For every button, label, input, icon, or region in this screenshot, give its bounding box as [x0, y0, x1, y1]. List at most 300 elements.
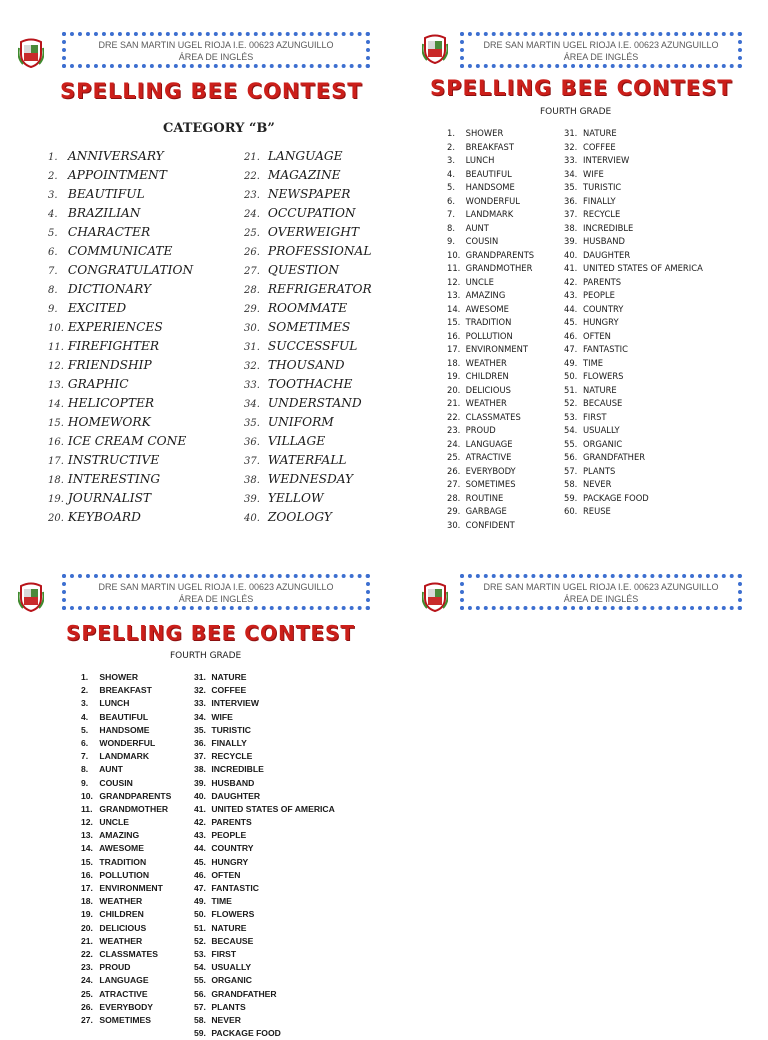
list-item — [447, 519, 534, 533]
list-item — [447, 289, 534, 303]
list-item — [81, 777, 171, 790]
item-word: WEATHER — [463, 398, 507, 408]
item-number: 40. — [244, 513, 260, 524]
peru-coat-of-arms-icon — [422, 582, 448, 612]
item-number: 16. — [447, 330, 461, 341]
list-item — [564, 492, 703, 506]
peru-coat-of-arms-icon — [422, 34, 448, 64]
item-number: 9. — [81, 777, 89, 788]
list-item — [447, 141, 534, 155]
list-item — [81, 750, 171, 763]
item-number: 9. — [447, 236, 455, 246]
item-word: ZOOLOGY — [264, 510, 332, 524]
list-item — [564, 411, 703, 425]
item-word: OVERWEIGHT — [264, 225, 359, 239]
item-number: 22. — [447, 411, 461, 422]
item-number: 20. — [48, 513, 64, 524]
item-word: THOUSAND — [264, 358, 345, 372]
item-word: MAGAZINE — [264, 168, 341, 182]
list-item — [447, 357, 534, 371]
list-item — [244, 451, 372, 470]
item-number: 34. — [194, 711, 206, 722]
item-number: 56. — [194, 988, 206, 999]
item-word: BEAUTIFUL — [97, 711, 149, 722]
item-number: 21. — [447, 398, 461, 408]
item-number: 36. — [564, 195, 578, 206]
item-word: ATRACTIVE — [463, 452, 512, 462]
list-item — [194, 671, 335, 684]
fourth-grade-left-list — [447, 127, 534, 532]
list-item — [244, 432, 372, 451]
item-word: COFFEE — [208, 685, 247, 696]
item-number: 31. — [244, 342, 260, 353]
item-number: 3. — [48, 190, 58, 201]
list-item — [447, 235, 534, 249]
item-word: RECYCLE — [580, 209, 621, 219]
panel-fourth-grade-a — [384, 0, 768, 530]
item-number: 52. — [194, 935, 206, 946]
list-item — [447, 154, 534, 168]
item-word: POLLUTION — [463, 330, 513, 341]
item-number: 42. — [194, 817, 206, 828]
item-word: HUSBAND — [580, 236, 625, 246]
list-item — [447, 262, 534, 276]
list-item — [48, 394, 193, 413]
list-item — [244, 413, 372, 432]
item-word: NATURE — [208, 922, 247, 933]
list-item — [48, 280, 193, 299]
item-word: BRAZILIAN — [64, 206, 141, 220]
list-item — [194, 763, 335, 776]
item-number: 18. — [447, 357, 461, 368]
list-item — [194, 750, 335, 763]
item-number: 8. — [81, 764, 89, 775]
item-word: SOMETIMES — [97, 1014, 151, 1025]
list-item — [447, 438, 534, 452]
item-number: 11. — [447, 263, 461, 273]
item-number: 54. — [564, 425, 578, 435]
item-number: 8. — [48, 285, 58, 296]
item-word: FIRST — [208, 948, 237, 959]
item-word: CLASSMATES — [97, 948, 158, 959]
item-word: FIREFIGHTER — [64, 339, 160, 353]
list-item — [447, 330, 534, 344]
list-item — [194, 935, 335, 948]
item-number: 15. — [81, 856, 93, 867]
item-number: 4. — [81, 711, 89, 722]
list-item — [447, 451, 534, 465]
item-number: 5. — [447, 182, 455, 192]
item-number: 3. — [447, 155, 455, 165]
item-word: POLLUTION — [97, 869, 150, 880]
item-number: 57. — [564, 465, 578, 476]
item-number: 38. — [564, 222, 578, 233]
item-number: 51. — [194, 922, 206, 933]
list-item — [48, 299, 193, 318]
item-number: 28. — [244, 285, 260, 296]
list-item — [244, 318, 372, 337]
list-item — [447, 478, 534, 492]
item-word: BECAUSE — [208, 935, 254, 946]
list-item — [194, 816, 335, 829]
contest-title: SPELLING BEE CONTEST — [66, 621, 356, 645]
item-word: PARENTS — [208, 817, 252, 828]
item-word: WONDERFUL — [97, 737, 156, 748]
item-number: 25. — [447, 452, 461, 462]
list-item — [447, 384, 534, 398]
item-number: 45. — [564, 317, 578, 327]
item-word: UNCLE — [97, 817, 129, 828]
list-item — [48, 489, 193, 508]
fourth-grade-right-list — [564, 127, 703, 519]
list-item — [48, 185, 193, 204]
item-word: YELLOW — [264, 491, 324, 505]
item-word: FLOWERS — [580, 371, 624, 381]
item-word: WEATHER — [463, 357, 507, 368]
school-header-box — [62, 574, 370, 610]
header-line2: ÁREA DE INGLÉS — [178, 52, 254, 62]
item-word: OCCUPATION — [264, 206, 356, 220]
list-item — [194, 895, 335, 908]
item-word: DELICIOUS — [97, 922, 147, 933]
list-item — [564, 451, 703, 465]
item-word: DAUGHTER — [580, 249, 631, 260]
item-word: SOMETIMES — [463, 479, 516, 489]
list-item — [81, 856, 171, 869]
list-item — [564, 276, 703, 290]
item-word: TIME — [208, 896, 232, 907]
list-item — [244, 242, 372, 261]
item-number: 46. — [564, 330, 578, 341]
item-word: ATRACTIVE — [97, 988, 148, 999]
item-word: HUNGRY — [580, 317, 619, 327]
list-item — [447, 316, 534, 330]
item-number: 19. — [447, 371, 461, 381]
list-item — [194, 882, 335, 895]
item-number: 37. — [244, 456, 260, 467]
item-word: DICTIONARY — [64, 282, 152, 296]
item-number: 43. — [564, 290, 578, 300]
item-number: 6. — [81, 737, 89, 748]
item-word: GRANDMOTHER — [97, 803, 169, 814]
list-item — [48, 470, 193, 489]
item-number: 23. — [244, 190, 260, 201]
item-word: TRADITION — [97, 856, 147, 867]
list-item — [194, 948, 335, 961]
list-item — [194, 856, 335, 869]
list-item — [447, 343, 534, 357]
item-word: PROFESSIONAL — [264, 244, 372, 258]
item-number: 1. — [81, 672, 89, 682]
item-number: 15. — [48, 418, 64, 429]
header-line1: DRE SAN MARTIN UGEL RIOJA I.E. 00623 AZUNGUILLO — [98, 582, 334, 592]
list-item — [81, 803, 171, 816]
item-word: NEVER — [208, 1014, 241, 1025]
list-item — [81, 711, 171, 724]
item-number: 5. — [48, 228, 58, 239]
item-number: 17. — [447, 344, 461, 354]
list-item — [48, 375, 193, 394]
item-word: HUSBAND — [208, 777, 255, 788]
list-item — [194, 974, 335, 987]
item-number: 55. — [194, 975, 206, 986]
item-word: EVERYBODY — [463, 465, 516, 476]
item-number: 10. — [48, 323, 64, 334]
item-word: TURISTIC — [208, 724, 251, 735]
list-item — [564, 181, 703, 195]
panel-category-b — [0, 0, 384, 524]
list-item — [48, 223, 193, 242]
list-item — [81, 922, 171, 935]
list-item — [194, 711, 335, 724]
item-word: AMAZING — [97, 830, 140, 841]
item-number: 58. — [194, 1014, 206, 1025]
item-number: 12. — [48, 361, 64, 372]
item-word: LANGUAGE — [264, 149, 343, 163]
list-item — [48, 356, 193, 375]
item-word: NATURE — [580, 128, 617, 138]
item-number: 27. — [81, 1014, 93, 1025]
item-number: 12. — [81, 817, 93, 828]
list-item — [447, 397, 534, 411]
item-word: PLANTS — [208, 1001, 246, 1012]
item-number: 47. — [194, 883, 206, 893]
item-word: EXCITED — [64, 301, 127, 315]
item-number: 38. — [244, 475, 260, 486]
item-number: 37. — [564, 209, 578, 219]
item-number: 24. — [244, 209, 260, 220]
item-number: 41. — [564, 263, 578, 273]
item-number: 36. — [244, 437, 260, 448]
item-number: 57. — [194, 1001, 206, 1012]
item-number: 47. — [564, 344, 578, 354]
list-item — [447, 411, 534, 425]
item-number: 11. — [81, 803, 93, 814]
list-item — [81, 961, 171, 974]
list-item — [447, 222, 534, 236]
fourth-grade-right-list — [194, 671, 335, 1040]
item-number: 13. — [48, 380, 64, 391]
item-number: 25. — [244, 228, 260, 239]
item-number: 4. — [48, 209, 58, 220]
item-number: 9. — [48, 304, 58, 315]
item-word: BREAKFAST — [463, 141, 514, 152]
item-word: UNITED STATES OF AMERICA — [580, 263, 703, 273]
item-word: TURISTIC — [580, 182, 622, 192]
list-item — [244, 147, 372, 166]
item-word: HANDSOME — [97, 724, 150, 735]
item-word: COFFEE — [580, 141, 616, 152]
item-word: CHARACTER — [64, 225, 151, 239]
item-number: 1. — [447, 128, 455, 138]
list-item — [244, 508, 372, 527]
list-item — [244, 166, 372, 185]
item-number: 13. — [81, 830, 93, 841]
item-word: INTERVIEW — [208, 698, 259, 709]
item-number: 29. — [447, 506, 461, 516]
item-word: PARENTS — [580, 276, 622, 287]
item-word: ENVIRONMENT — [97, 883, 163, 893]
list-item — [81, 935, 171, 948]
item-number: 2. — [447, 141, 455, 152]
list-item — [564, 316, 703, 330]
item-word: FLOWERS — [208, 909, 255, 920]
item-word: SHOWER — [97, 672, 139, 682]
list-item — [564, 397, 703, 411]
item-number: 18. — [81, 896, 93, 907]
item-number: 54. — [194, 962, 206, 973]
item-word: CONFIDENT — [463, 519, 515, 530]
item-word: UNCLE — [463, 276, 494, 287]
list-item — [447, 168, 534, 182]
item-number: 55. — [564, 438, 578, 449]
list-item — [564, 154, 703, 168]
item-number: 28. — [447, 492, 461, 503]
item-number: 8. — [447, 222, 455, 233]
list-item — [244, 394, 372, 413]
list-item — [564, 438, 703, 452]
item-word: LUNCH — [463, 155, 495, 165]
list-item — [564, 127, 703, 141]
list-item — [81, 790, 171, 803]
item-word: FIRST — [580, 411, 607, 422]
list-item — [48, 318, 193, 337]
item-number: 53. — [194, 948, 206, 959]
item-word: GRAPHIC — [64, 377, 129, 391]
fourth-grade-left-list — [81, 671, 171, 1027]
grade-label: FOURTH GRADE — [170, 651, 242, 661]
item-number: 18. — [48, 475, 64, 486]
item-number: 37. — [194, 751, 206, 762]
list-item — [244, 470, 372, 489]
list-item — [194, 869, 335, 882]
list-item — [244, 261, 372, 280]
item-number: 35. — [564, 182, 578, 192]
item-number: 24. — [81, 975, 93, 986]
list-item — [194, 922, 335, 935]
list-item — [244, 223, 372, 242]
item-word: INTERESTING — [64, 472, 161, 486]
item-number: 33. — [564, 155, 578, 165]
item-number: 32. — [244, 361, 260, 372]
item-number: 52. — [564, 398, 578, 408]
item-number: 32. — [194, 685, 206, 696]
item-number: 41. — [194, 803, 206, 814]
list-item — [564, 141, 703, 155]
item-number: 3. — [81, 698, 89, 709]
item-word: DELICIOUS — [463, 384, 511, 395]
item-word: HANDSOME — [463, 182, 515, 192]
item-number: 53. — [564, 411, 578, 422]
item-word: PACKAGE FOOD — [208, 1028, 281, 1039]
item-word: INTERVIEW — [580, 155, 630, 165]
list-item — [194, 1014, 335, 1027]
item-word: BECAUSE — [580, 398, 623, 408]
list-item — [564, 424, 703, 438]
item-number: 27. — [244, 266, 260, 277]
list-item — [564, 343, 703, 357]
item-word: RECYCLE — [208, 751, 253, 762]
item-word: GRANDFATHER — [208, 988, 277, 999]
list-item — [81, 895, 171, 908]
header-line2: ÁREA DE INGLÉS — [563, 594, 639, 604]
item-word: AMAZING — [463, 290, 506, 300]
item-number: 22. — [244, 171, 260, 182]
item-number: 34. — [244, 399, 260, 410]
item-number: 10. — [81, 790, 93, 801]
header-line1: DRE SAN MARTIN UGEL RIOJA I.E. 00623 AZUNGUILLO — [483, 582, 719, 592]
item-number: 23. — [81, 962, 93, 973]
list-item — [564, 505, 703, 519]
category-b-right-list — [244, 147, 372, 527]
item-number: 43. — [194, 830, 206, 841]
item-word: LUNCH — [97, 698, 130, 709]
list-item — [81, 697, 171, 710]
list-item — [564, 208, 703, 222]
list-item — [244, 185, 372, 204]
item-number: 17. — [81, 883, 93, 893]
list-item — [244, 337, 372, 356]
item-number: 1. — [48, 152, 58, 163]
item-number: 32. — [564, 141, 578, 152]
list-item — [48, 166, 193, 185]
list-item — [564, 262, 703, 276]
list-item — [194, 803, 335, 816]
item-number: 39. — [564, 236, 578, 246]
item-word: PACKAGE FOOD — [580, 492, 649, 503]
item-number: 46. — [194, 869, 206, 880]
item-number: 49. — [564, 357, 578, 368]
list-item — [194, 908, 335, 921]
item-number: 12. — [447, 276, 461, 287]
item-word: VILLAGE — [264, 434, 326, 448]
list-item — [564, 465, 703, 479]
item-word: PLANTS — [580, 465, 616, 476]
item-number: 17. — [48, 456, 64, 467]
list-item — [447, 249, 534, 263]
item-number: 24. — [447, 438, 461, 449]
item-word: GRANDPARENTS — [97, 790, 172, 801]
item-number: 39. — [194, 777, 206, 788]
list-item — [194, 1001, 335, 1014]
list-item — [48, 432, 193, 451]
list-item — [447, 505, 534, 519]
item-word: AUNT — [97, 764, 123, 775]
header-line1: DRE SAN MARTIN UGEL RIOJA I.E. 00623 AZUNGUILLO — [483, 40, 719, 50]
school-header-box — [460, 574, 742, 610]
item-word: USUALLY — [580, 425, 620, 435]
school-header-box — [62, 32, 370, 68]
list-item — [564, 330, 703, 344]
item-number: 56. — [564, 452, 578, 462]
item-number: 2. — [81, 685, 89, 696]
item-number: 27. — [447, 479, 461, 489]
item-number: 30. — [447, 519, 461, 530]
list-item — [447, 276, 534, 290]
item-number: 35. — [244, 418, 260, 429]
item-number: 11. — [48, 342, 64, 353]
item-word: SHOWER — [463, 128, 504, 138]
item-word: WIFE — [208, 711, 233, 722]
item-word: TRADITION — [463, 317, 512, 327]
item-word: ANNIVERSARY — [64, 149, 164, 163]
item-number: 40. — [194, 790, 206, 801]
item-word: JOURNALIST — [64, 491, 152, 505]
item-word: PEOPLE — [208, 830, 247, 841]
item-number: 14. — [447, 303, 461, 314]
item-number: 60. — [564, 506, 578, 516]
item-word: FANTASTIC — [580, 344, 628, 354]
